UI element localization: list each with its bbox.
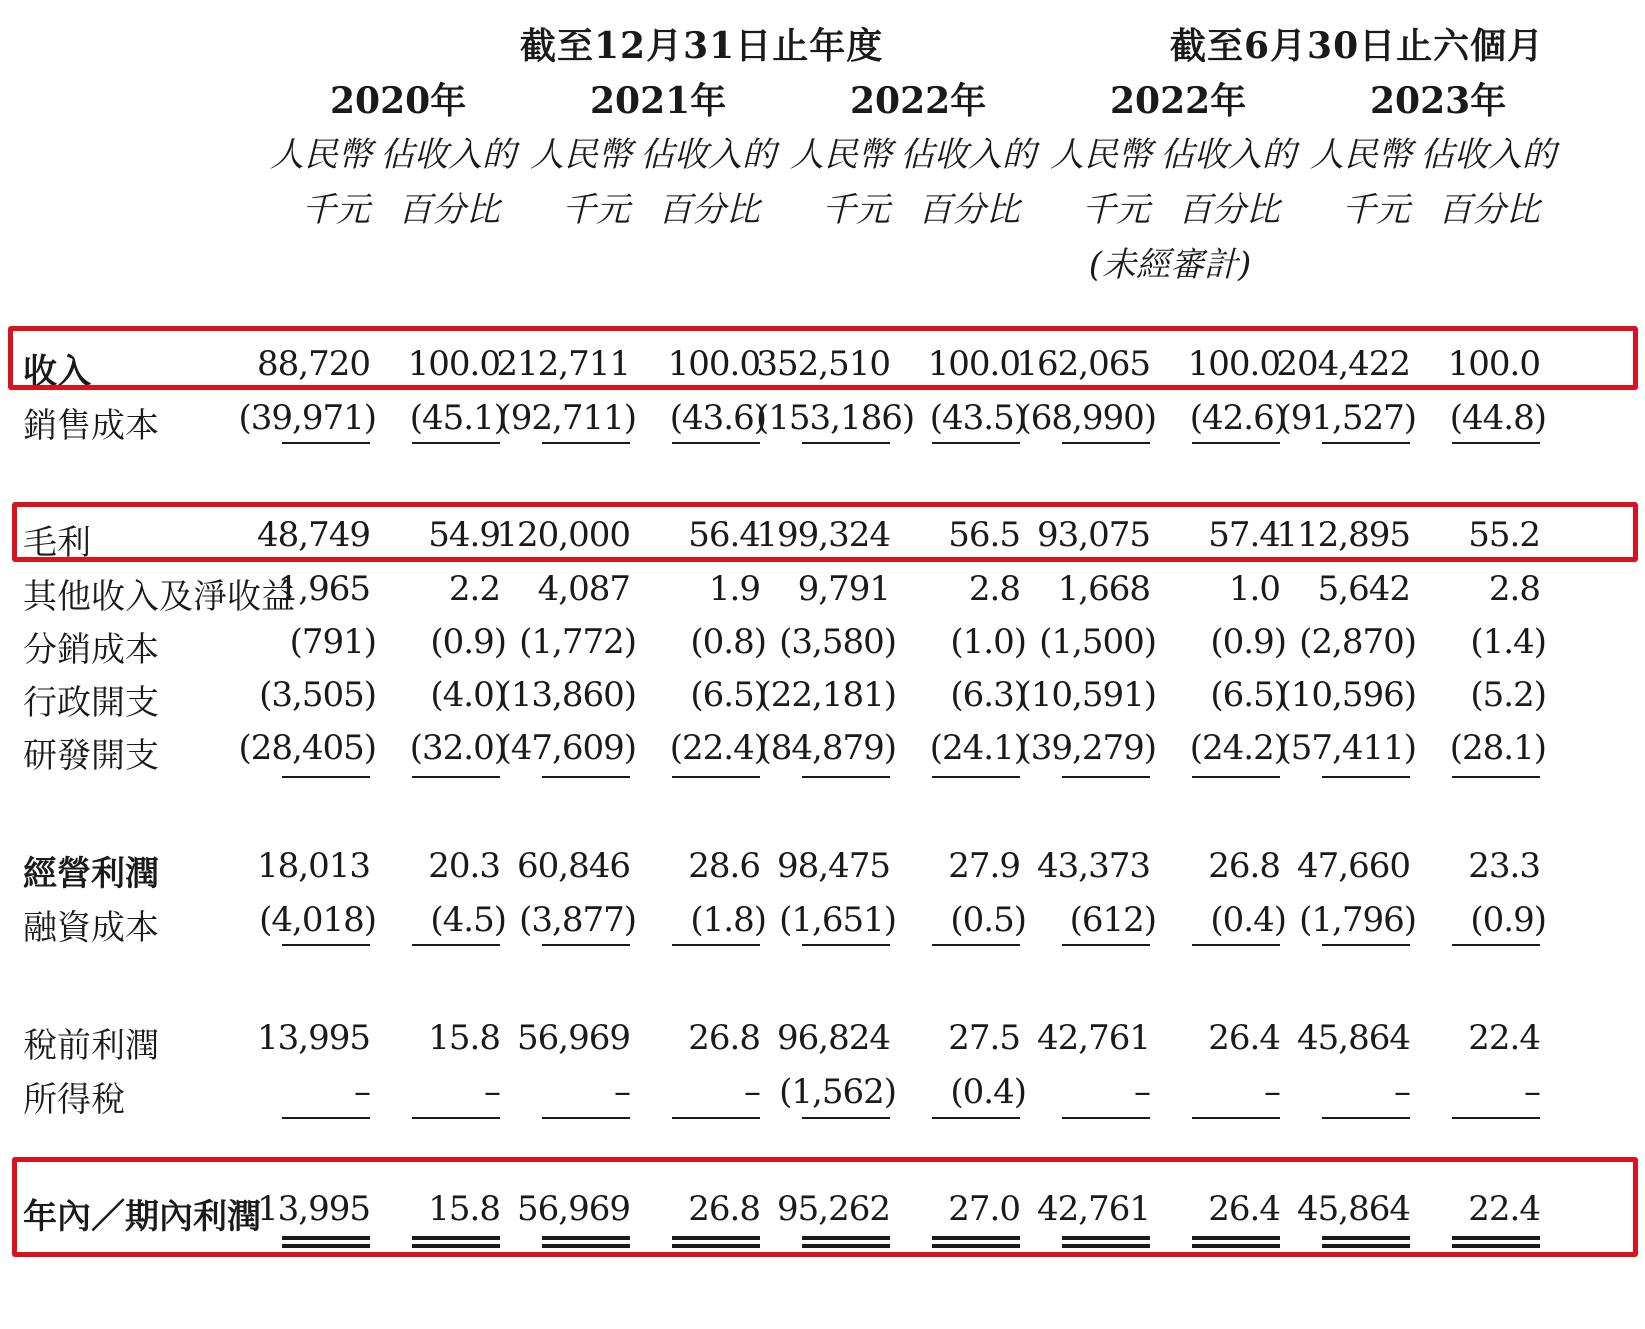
col-amount-unit: 千元 [302, 190, 370, 230]
cell-2023h1-pct: (0.9) [1470, 900, 1546, 940]
cell-2021-amount: 60,846 [517, 846, 630, 886]
cell-2022h1-amount: 162,065 [1016, 344, 1150, 384]
subtotal-underline [282, 1117, 370, 1119]
row-label: 所得稅 [23, 1080, 125, 1120]
highlight-box-revenue [8, 326, 1638, 390]
col-pct-label: 佔收入的 [380, 135, 516, 175]
cell-2021-amount: (13,860) [498, 675, 636, 715]
cell-2022h1-pct: (24.2) [1189, 728, 1286, 768]
cell-2022-amount: 95,262 [777, 1189, 890, 1229]
subtotal-underline [1192, 442, 1280, 444]
subtotal-underline [802, 776, 890, 778]
cell-2021-amount: (47,609) [498, 728, 636, 768]
cell-2022h1-pct: 26.4 [1208, 1018, 1280, 1058]
col-amount-unit: 千元 [1342, 190, 1410, 230]
subtotal-underline [1322, 442, 1410, 444]
cell-2022h1-amount: 42,761 [1037, 1018, 1150, 1058]
cell-2022-amount: 199,324 [756, 515, 890, 555]
subtotal-underline [932, 442, 1020, 444]
cell-2023h1-pct: (28.1) [1449, 728, 1546, 768]
subtotal-underline [1192, 944, 1280, 946]
subtotal-underline [542, 442, 630, 444]
subtotal-underline [1062, 442, 1150, 444]
subtotal-underline [932, 944, 1020, 946]
subtotal-underline [1452, 1117, 1540, 1119]
col-amount-label: 人民幣 [790, 135, 892, 175]
subtotal-underline [542, 776, 630, 778]
cell-2023h1-pct: 22.4 [1468, 1189, 1540, 1229]
row-label: 年內／期內利潤 [23, 1197, 261, 1237]
cell-2023h1-pct: (44.8) [1449, 398, 1546, 438]
subtotal-underline [412, 1117, 500, 1119]
cell-2021-pct: 100.0 [667, 344, 760, 384]
cell-2021-amount: 4,087 [537, 569, 630, 609]
cell-2022-pct: (0.4) [950, 1072, 1026, 1112]
subtotal-underline [412, 776, 500, 778]
cell-2020-pct: (32.0) [409, 728, 506, 768]
table-row-operating-profit [0, 838, 1645, 894]
col-amount-unit: 千元 [562, 190, 630, 230]
cell-2020-pct: (0.9) [430, 622, 506, 662]
cell-2022-amount: (3,580) [779, 622, 896, 662]
cell-2021-pct: 26.8 [688, 1189, 760, 1229]
subtotal-underline [1062, 1117, 1150, 1119]
cell-2022h1-pct: (0.9) [1210, 622, 1286, 662]
cell-2021-pct: – [744, 1072, 760, 1112]
cell-2023h1-amount: 5,642 [1317, 569, 1410, 609]
cell-2021-amount: (3,877) [519, 900, 636, 940]
cell-2022h1-amount: – [1134, 1072, 1150, 1112]
table-row-rd-expenses [0, 720, 1645, 776]
row-label: 行政開支 [23, 683, 159, 723]
cell-2022h1-pct: 100.0 [1187, 344, 1280, 384]
cell-2022-pct: 2.8 [968, 569, 1020, 609]
cell-2020-pct: (4.0) [430, 675, 506, 715]
subtotal-underline [1322, 944, 1410, 946]
subtotal-underline [802, 944, 890, 946]
subtotal-underline [1062, 776, 1150, 778]
subtotal-underline [932, 776, 1020, 778]
cell-2022-pct: (0.5) [950, 900, 1026, 940]
cell-2020-amount: – [354, 1072, 370, 1112]
cell-2023h1-amount: 45,864 [1297, 1018, 1410, 1058]
cell-2020-amount: (28,405) [238, 728, 376, 768]
period-six-months: 截至6月30日止六個月 [1170, 25, 1545, 67]
table-row-profit-before-tax [0, 1010, 1645, 1066]
row-label: 分銷成本 [23, 630, 159, 670]
table-row-admin-expenses [0, 667, 1645, 723]
row-label: 其他收入及淨收益 [23, 577, 295, 617]
year-2022-h1: 2022年 [1110, 80, 1247, 122]
subtotal-underline [1322, 776, 1410, 778]
cell-2021-pct: 28.6 [688, 846, 760, 886]
col-pct-unit: 百分比 [918, 190, 1020, 230]
cell-2023h1-pct: (1.4) [1470, 622, 1546, 662]
cell-2020-pct: – [484, 1072, 500, 1112]
cell-2022h1-pct: (42.6) [1189, 398, 1286, 438]
cell-2022-pct: (1.0) [950, 622, 1026, 662]
cell-2022h1-pct: 26.4 [1208, 1189, 1280, 1229]
cell-2020-pct: 100.0 [407, 344, 500, 384]
cell-2022-amount: 96,824 [777, 1018, 890, 1058]
cell-2023h1-pct: – [1524, 1072, 1540, 1112]
col-pct-unit: 百分比 [398, 190, 500, 230]
col-amount-unit: 千元 [1082, 190, 1150, 230]
row-label: 研發開支 [23, 736, 159, 776]
cell-2021-pct: 56.4 [688, 515, 760, 555]
col-pct-unit: 百分比 [658, 190, 760, 230]
subtotal-underline [412, 442, 500, 444]
cell-2022-pct: 56.5 [948, 515, 1020, 555]
col-amount-label: 人民幣 [270, 135, 372, 175]
cell-2020-pct: (4.5) [430, 900, 506, 940]
cell-2022h1-pct: 26.8 [1208, 846, 1280, 886]
cell-2022h1-amount: 93,075 [1037, 515, 1150, 555]
cell-2022h1-amount: (39,279) [1018, 728, 1156, 768]
cell-2020-amount: 18,013 [257, 846, 370, 886]
cell-2022h1-pct: 1.0 [1228, 569, 1280, 609]
cell-2023h1-pct: 2.8 [1488, 569, 1540, 609]
cell-2022h1-amount: 1,668 [1057, 569, 1150, 609]
cell-2023h1-amount: 45,864 [1297, 1189, 1410, 1229]
cell-2023h1-pct: 23.3 [1468, 846, 1540, 886]
cell-2021-amount: – [614, 1072, 630, 1112]
cell-2020-amount: 88,720 [257, 344, 370, 384]
subtotal-underline [1192, 1117, 1280, 1119]
cell-2022-amount: 98,475 [777, 846, 890, 886]
highlight-box-net-profit [12, 1157, 1638, 1257]
cell-2021-amount: 56,969 [517, 1189, 630, 1229]
cell-2021-pct: (1.8) [690, 900, 766, 940]
cell-2022-pct: 27.0 [948, 1189, 1020, 1229]
cell-2022-amount: (84,879) [758, 728, 896, 768]
subtotal-underline [672, 776, 760, 778]
table-row-other-income [0, 561, 1645, 617]
col-amount-label: 人民幣 [1050, 135, 1152, 175]
cell-2021-amount: (92,711) [498, 398, 636, 438]
cell-2021-pct: (43.6) [669, 398, 766, 438]
year-2023-h1: 2023年 [1370, 80, 1507, 122]
subtotal-underline [672, 442, 760, 444]
period-full-year: 截至12月31日止年度 [520, 25, 884, 67]
cell-2020-pct: 15.8 [428, 1018, 500, 1058]
subtotal-underline [282, 776, 370, 778]
col-amount-label: 人民幣 [1310, 135, 1412, 175]
cell-2021-amount: 120,000 [496, 515, 630, 555]
subtotal-underline [1062, 944, 1150, 946]
subtotal-underline [1192, 776, 1280, 778]
cell-2021-pct: (6.5) [690, 675, 766, 715]
subtotal-underline [282, 944, 370, 946]
col-pct-label: 佔收入的 [900, 135, 1036, 175]
cell-2022h1-amount: 42,761 [1037, 1189, 1150, 1229]
row-label: 融資成本 [23, 908, 159, 948]
subtotal-underline [672, 944, 760, 946]
cell-2022-amount: (153,186) [756, 398, 915, 438]
cell-2021-pct: 1.9 [708, 569, 760, 609]
cell-2023h1-amount: (10,596) [1278, 675, 1416, 715]
cell-2023h1-amount: 47,660 [1297, 846, 1410, 886]
subtotal-underline [1322, 1117, 1410, 1119]
table-row-finance-costs [0, 892, 1645, 948]
row-label: 銷售成本 [23, 406, 159, 446]
subtotal-underline [932, 1117, 1020, 1119]
cell-2023h1-amount: 112,895 [1276, 515, 1410, 555]
cell-2020-amount: (791) [289, 622, 376, 662]
col-pct-unit: 百分比 [1178, 190, 1280, 230]
row-label: 毛利 [23, 523, 91, 563]
cell-2020-pct: 15.8 [428, 1189, 500, 1229]
cell-2023h1-amount: (1,796) [1299, 900, 1416, 940]
cell-2023h1-amount: (57,411) [1278, 728, 1416, 768]
year-2022: 2022年 [850, 80, 987, 122]
cell-2022h1-amount: (10,591) [1018, 675, 1156, 715]
subtotal-underline [1452, 944, 1540, 946]
subtotal-underline [412, 944, 500, 946]
cell-2021-amount: (1,772) [519, 622, 636, 662]
subtotal-underline [1452, 776, 1540, 778]
highlight-box-gross-profit [12, 502, 1638, 562]
cell-2022h1-pct: (6.5) [1210, 675, 1286, 715]
cell-2022-pct: (6.3) [950, 675, 1026, 715]
cell-2022h1-amount: (68,990) [1018, 398, 1156, 438]
cell-2020-pct: (45.1) [409, 398, 506, 438]
col-pct-label: 佔收入的 [1160, 135, 1296, 175]
cell-2021-amount: 56,969 [517, 1018, 630, 1058]
table-row-income-tax [0, 1064, 1645, 1120]
cell-2020-amount: 48,749 [257, 515, 370, 555]
cell-2020-amount: (39,971) [238, 398, 376, 438]
cell-2022h1-pct: (0.4) [1210, 900, 1286, 940]
cell-2020-pct: 2.2 [448, 569, 500, 609]
col-pct-label: 佔收入的 [1420, 135, 1556, 175]
col-amount-unit: 千元 [822, 190, 890, 230]
cell-2023h1-pct: 100.0 [1447, 344, 1540, 384]
subtotal-underline [542, 944, 630, 946]
cell-2022-pct: (43.5) [929, 398, 1026, 438]
subtotal-underline [802, 442, 890, 444]
col-amount-label: 人民幣 [530, 135, 632, 175]
cell-2023h1-amount: 204,422 [1276, 344, 1410, 384]
cell-2022-pct: 27.9 [948, 846, 1020, 886]
cell-2023h1-amount: (2,870) [1299, 622, 1416, 662]
subtotal-underline [1452, 442, 1540, 444]
cell-2022-amount: (1,562) [779, 1072, 896, 1112]
cell-2020-amount: (3,505) [259, 675, 376, 715]
subtotal-underline [542, 1117, 630, 1119]
subtotal-underline [282, 442, 370, 444]
cell-2021-pct: 26.8 [688, 1018, 760, 1058]
cell-2022h1-pct: – [1264, 1072, 1280, 1112]
cell-2022-amount: (1,651) [779, 900, 896, 940]
cell-2022-pct: 100.0 [927, 344, 1020, 384]
row-label: 經營利潤 [23, 854, 159, 894]
row-label: 收入 [23, 352, 91, 392]
cell-2022-pct: (24.1) [929, 728, 1026, 768]
cell-2022h1-amount: (612) [1069, 900, 1156, 940]
year-2020: 2020年 [330, 80, 467, 122]
cell-2020-amount: 13,995 [257, 1189, 370, 1229]
cell-2022h1-amount: (1,500) [1039, 622, 1156, 662]
cell-2023h1-amount: – [1394, 1072, 1410, 1112]
subtotal-underline [802, 1117, 890, 1119]
col-pct-label: 佔收入的 [640, 135, 776, 175]
cell-2021-pct: (22.4) [669, 728, 766, 768]
cell-2022-amount: (22,181) [758, 675, 896, 715]
cell-2023h1-pct: 22.4 [1468, 1018, 1540, 1058]
cell-2023h1-pct: 55.2 [1468, 515, 1540, 555]
cell-2020-pct: 54.9 [428, 515, 500, 555]
col-pct-unit: 百分比 [1438, 190, 1540, 230]
cell-2022-amount: 9,791 [797, 569, 890, 609]
table-row-distribution-costs [0, 614, 1645, 670]
cell-2020-amount: 13,995 [257, 1018, 370, 1058]
cell-2022h1-amount: 43,373 [1037, 846, 1150, 886]
cell-2020-amount: (4,018) [259, 900, 376, 940]
cell-2020-amount: 1,965 [277, 569, 370, 609]
subtotal-underline [672, 1117, 760, 1119]
cell-2022-pct: 27.5 [948, 1018, 1020, 1058]
cell-2022h1-pct: 57.4 [1208, 515, 1280, 555]
unaudited-note: (未經審計) [1088, 245, 1252, 285]
cell-2022-amount: 352,510 [756, 344, 890, 384]
row-label: 稅前利潤 [23, 1026, 159, 1066]
cell-2021-amount: 212,711 [496, 344, 630, 384]
cell-2020-pct: 20.3 [428, 846, 500, 886]
cell-2021-pct: (0.8) [690, 622, 766, 662]
year-2021: 2021年 [590, 80, 727, 122]
table-row-cost-of-sales [0, 390, 1645, 446]
cell-2023h1-pct: (5.2) [1470, 675, 1546, 715]
cell-2023h1-amount: (91,527) [1278, 398, 1416, 438]
